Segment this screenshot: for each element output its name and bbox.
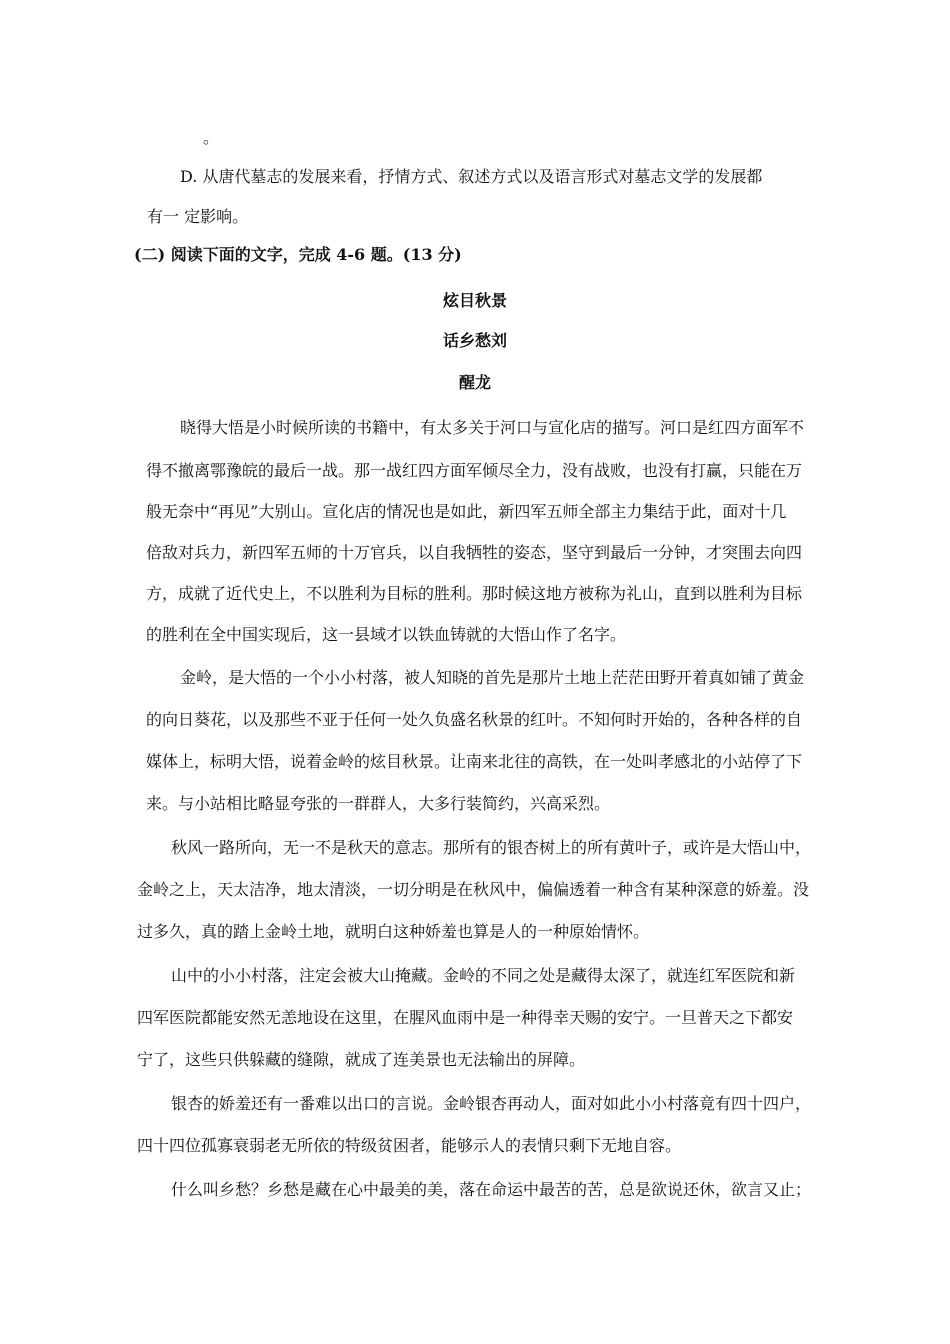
option-d-line-2: 有一 定影响。	[147, 207, 249, 226]
paragraph-line: 金岭，是大悟的一个小小村落，被人知晓的首先是那片土地上茫茫田野开着真如铺了黄金	[180, 668, 805, 687]
paragraph-line: 什么叫乡愁？乡愁是藏在心中最美的美，落在命运中最苦的苦，总是欲说还休，欲言又止；	[171, 1180, 812, 1199]
paragraph-line: 过多久，真的踏上金岭土地，就明白这种娇羞也算是人的一种原始情怀。	[137, 922, 650, 941]
article-author: 醒龙	[458, 373, 491, 392]
article-subtitle: 话乡愁刘	[442, 331, 507, 350]
paragraph-line: 般无奈中“再见”大别山。宣化店的情况也是如此，新四军五师全部主力集结于此，面对十几	[146, 502, 787, 521]
paragraph-line: 四十四位孤寡衰弱老无所依的特级贫困者，能够示人的表情只剩下无地自容。	[137, 1136, 682, 1155]
paragraph-line: 得不撤离鄂豫皖的最后一战。那一战红四方面军倾尽全力，没有战败，也没有打赢，只能在万	[146, 461, 803, 480]
paragraph-line: 媒体上，标明大悟，说着金岭的炫目秋景。让南来北往的高铁，在一处叫孝感北的小站停了下	[146, 752, 803, 771]
paragraph-line: 倍敌对兵力，新四军五师的十万官兵，以自我牺牲的姿态，坚守到最后一分钟，才突围去向四	[146, 543, 803, 562]
option-d-line-1: D. 从唐代墓志的发展来看，抒情方式、叙述方式以及语言形式对墓志文学的发展都	[180, 167, 763, 186]
paragraph-line: 宁了，这些只供躲藏的缝隙，就成了连美景也无法输出的屏障。	[137, 1050, 586, 1069]
prev-question-tail: 。	[203, 128, 220, 147]
paragraph-line: 方，成就了近代史上，不以胜利为目标的胜利。那时候这地方被称为礼山，直到以胜利为目标	[146, 584, 803, 603]
paragraph-line: 四军医院都能安然无恙地设在这里，在腥风血雨中是一种得幸天赐的安宁。一旦普天之下都安	[137, 1008, 794, 1027]
paragraph-line: 的向日葵花，以及那些不亚于任何一处久负盛名秋景的红叶。不知何时开始的，各种各样的自	[146, 710, 803, 729]
paragraph-line: 金岭之上，天太洁净，地太清淡，一切分明是在秋风中，偏偏透着一种含有某种深意的娇羞。没	[137, 880, 810, 899]
paragraph-line: 的胜利在全中国实现后，这一县域才以铁血铸就的大悟山作了名字。	[146, 625, 627, 644]
paragraph-line: 秋风一路所向，无一不是秋天的意志。那所有的银杏树上的所有黄叶子，或许是大悟山中，	[171, 838, 812, 857]
section-heading: (二) 阅读下面的文字，完成 4-6 题。(13 分)	[134, 245, 462, 264]
article-title: 炫目秋景	[442, 291, 507, 310]
paragraph-line: 银杏的娇羞还有一番难以出口的言说。金岭银杏再动人，面对如此小小村落竟有四十四户，	[171, 1094, 812, 1113]
paragraph-line: 晓得大悟是小时候所读的书籍中，有太多关于河口与宣化店的描写。河口是红四方面军不	[180, 418, 805, 437]
paragraph-line: 来。与小站相比略显夸张的一群群人，大多行装简约，兴高采烈。	[146, 794, 611, 813]
paragraph-line: 山中的小小村落，注定会被大山掩藏。金岭的不同之处是藏得太深了，就连红军医院和新	[171, 966, 796, 985]
